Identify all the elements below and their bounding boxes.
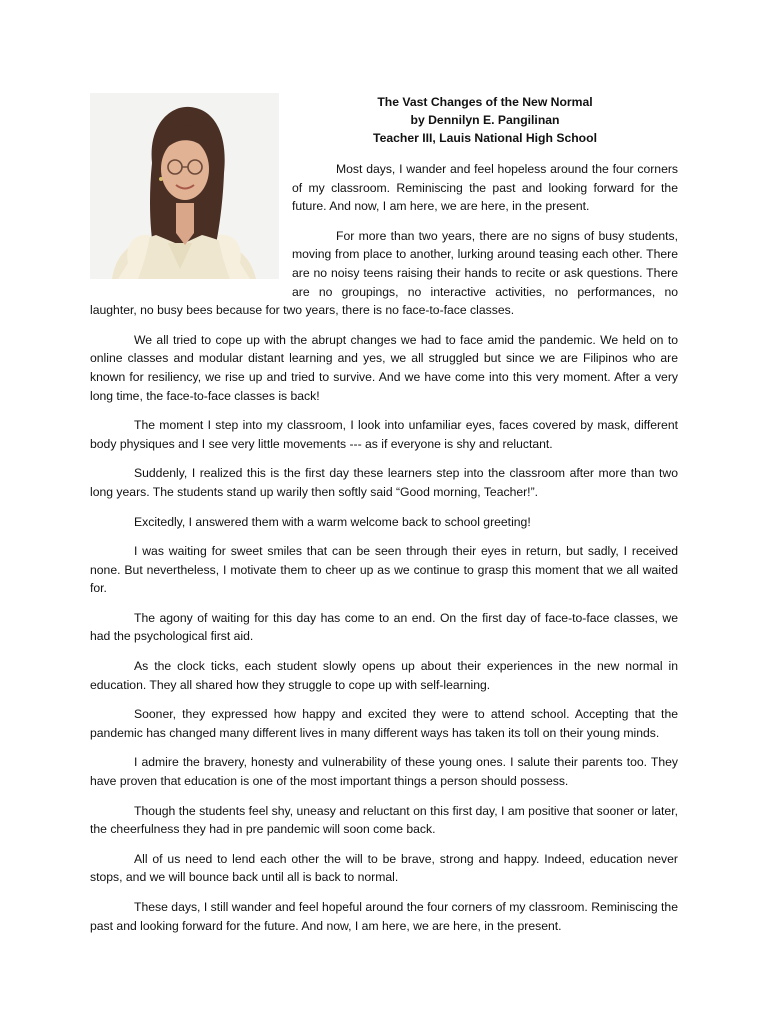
paragraph: Suddenly, I realized this is the first day these learners step into the classroom after more than two long years. The students stand up warily then softly said “Good morning, Teacher!”. — [90, 466, 678, 499]
paragraph: Most days, I wander and feel hopeless around the four corners of my classroom. Reminiscing the past and looking forward for the future. And now, I am here, we are here, in the present. — [292, 162, 678, 214]
paragraph: Sooner, they expressed how happy and excited they were to attend school. Accepting that the pandemic has changed many different lives in many different ways has taken its toll on their young minds. — [90, 707, 678, 740]
article-title: The Vast Changes of the New Normal — [377, 95, 593, 109]
author-position: Teacher III, Lauis National High School — [373, 131, 597, 145]
paragraph: As the clock ticks, each student slowly opens up about their experiences in the new normal in education. They all shared how they struggle to cope up with self-learning. — [90, 659, 678, 692]
paragraph: The agony of waiting for this day has come to an end. On the first day of face-to-face classes, we had the psychological first aid. — [90, 610, 678, 644]
paragraph: All of us need to lend each other the will to be brave, strong and happy. Indeed, education never stops, and we will bounce back until all is back to normal. — [90, 851, 678, 885]
article-author: by Dennilyn E. Pangilinan — [410, 113, 560, 127]
article-header — [292, 93, 678, 147]
paragraph: These days, I still wander and feel hopeful around the four corners of my classroom. Reminiscing the past and looking forward for the future. And now, I am here, we are here, in the present. — [90, 900, 678, 933]
paragraph: Excitedly, I answered them with a warm welcome back to school greeting! — [134, 514, 531, 529]
paragraph: For more than two years, there are no signs of busy students, moving from place to another, lurking around teasing each other. There are no noisy teens raising their hands to recite or ask questions. There are no groupings, no interactive activities, no performances, no laughter, no busy bees because for two years, there is no face-to-face classes. — [90, 228, 678, 318]
paragraph: Though the students feel shy, uneasy and reluctant on this first day, I am positive that sooner or later, the cheerfulness they had in pre pandemic will soon come back. — [90, 803, 678, 837]
article-body — [90, 160, 678, 946]
paragraph: We all tried to cope up with the abrupt changes we had to face amid the pandemic. We held on to online classes and modular distant learning and yes, we all struggled but since we are Filipinos who are known for resiliency, we rise up and tried to survive. And we have come into this very moment. After a very long time, the face-to-face classes is back! — [90, 332, 678, 403]
paragraph: I was waiting for sweet smiles that can be seen through their eyes in return, but sadly, I received none. But nevertheless, I motivate them to cheer up as we continue to grasp this moment that we all waited for. — [90, 544, 678, 596]
paragraph: The moment I step into my classroom, I look into unfamiliar eyes, faces covered by mask, different body physiques and I see very little movements --- as if everyone is shy and reluctant. — [90, 418, 678, 451]
paragraph: I admire the bravery, honesty and vulnerability of these young ones. I salute their parents too. They have proven that education is one of the most important things a person should possess. — [90, 755, 678, 789]
photo-wrap-spacer — [90, 160, 292, 286]
